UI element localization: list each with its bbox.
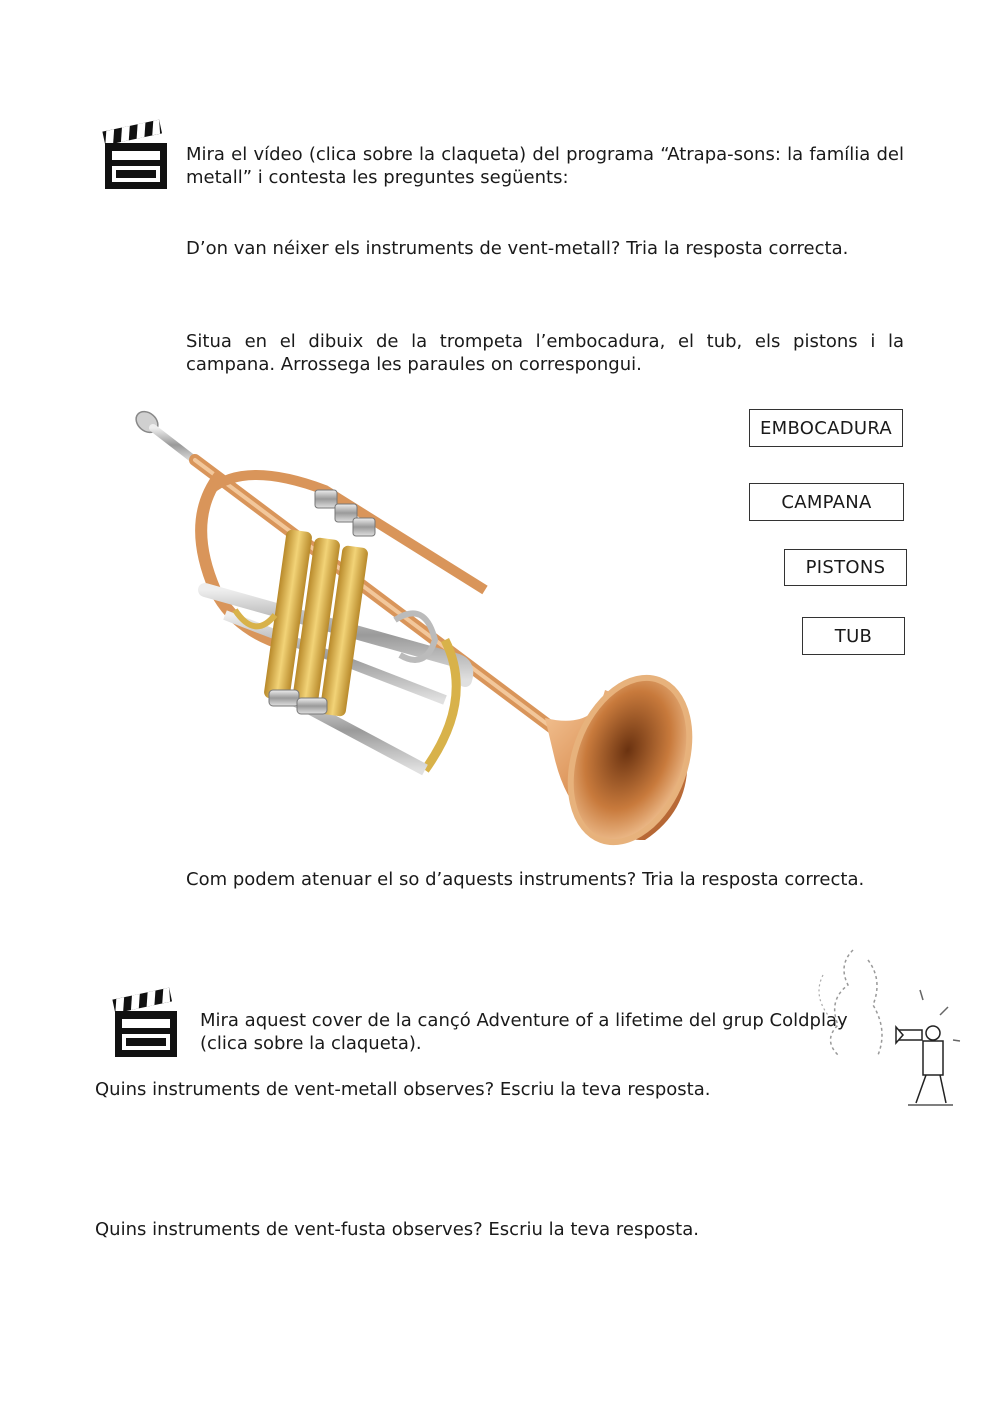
section2-intro: Mira aquest cover de la cançó Adventure of a lifetime del grup Coldplay (clica sobre la claqueta). [200, 1010, 848, 1054]
question-attenuate: Com podem atenuar el so d’aquests instruments? Tria la resposta correcta. [186, 869, 865, 890]
label-campana[interactable]: CAMPANA [749, 483, 904, 521]
clapperboard-icon[interactable] [110, 983, 185, 1063]
label-pistons[interactable]: PISTONS [784, 549, 907, 586]
clapperboard-icon[interactable] [100, 115, 175, 195]
section1-intro: Mira el vídeo (clica sobre la claqueta) del programa “Atrapa-sons: la família del metall” i contesta les preguntes següents: [186, 144, 904, 188]
question-brass-instruments: Quins instruments de vent-metall observes? Escriu la teva resposta. [95, 1079, 711, 1100]
trumpet-illustration [125, 400, 695, 860]
question-origin: D’on van néixer els instruments de vent-metall? Tria la resposta correcta. [186, 238, 849, 259]
label-tub[interactable]: TUB [802, 617, 905, 655]
question-trumpet-parts: Situa en el dibuix de la trompeta l’embocadura, el tub, els pistons i la campana. Arrossega les paraules on correspongui. [186, 331, 904, 375]
question-woodwind-instruments: Quins instruments de vent-fusta observes? Escriu la teva resposta. [95, 1219, 699, 1240]
label-embocadura[interactable]: EMBOCADURA [749, 409, 903, 447]
